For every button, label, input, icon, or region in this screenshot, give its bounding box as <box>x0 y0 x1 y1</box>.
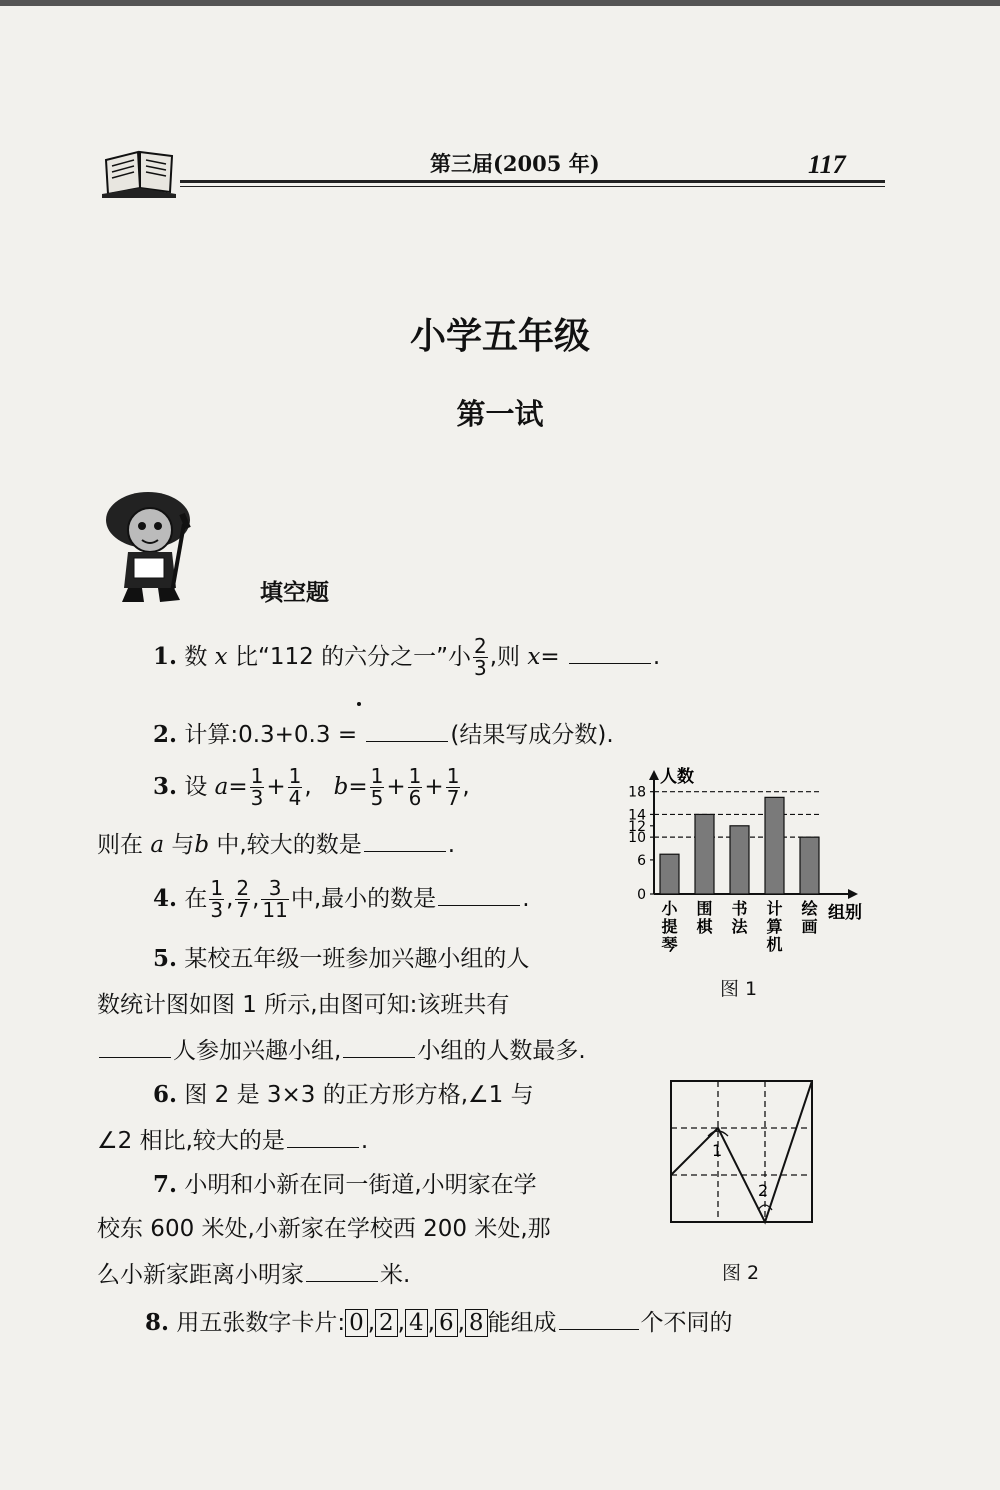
question-7-line-3: 么小新家距离小明家 米. <box>97 1256 410 1289</box>
question-4: 4. 在 $\frac{1}{3}$ , $\frac{2}{7}$ , $\frac{3}{11}$ 中,最小的数是 . <box>153 876 530 922</box>
question-5-line-2: 数统计图如图 1 所示,由图可知:该班共有 <box>97 992 510 1018</box>
open-book-icon <box>100 138 180 198</box>
question-6-line-2: ∠2 相比,较大的是 . <box>97 1122 368 1155</box>
digit-card: 8 <box>465 1309 488 1337</box>
figure-1-bar-chart <box>620 766 880 966</box>
answer-blank[interactable] <box>364 828 446 852</box>
cartoon-painter-illustration <box>98 484 208 604</box>
question-5-line-3: 人参加兴趣小组, 小组的人数最多. <box>97 1032 586 1065</box>
answer-blank[interactable] <box>343 1034 415 1058</box>
digit-card: 2 <box>375 1309 398 1337</box>
answer-blank[interactable] <box>569 640 651 664</box>
question-5: 5. 某校五年级一班参加兴趣小组的人 <box>153 945 530 972</box>
top-border <box>0 0 1000 6</box>
zigzag-lines <box>671 1081 812 1222</box>
question-8: 8. 用五张数字卡片: 0 , 2 , 4 , 6 , 8 能组成 个不同的 <box>145 1304 733 1337</box>
header-rule-thin <box>180 186 885 187</box>
question-3: 3. 设 a= $\frac{1}{3}$ + $\frac{1}{4}$ , b= $\frac{1}{5}$ + $\frac{1}{6}$ + $\frac{1}{7}$ , <box>153 764 470 810</box>
angle-2-label: 2 <box>758 1181 769 1200</box>
x-category-label: 琴 <box>661 935 678 954</box>
question-2: 2. 计算:0.3+0.3 = (结果写成分数). <box>153 716 614 749</box>
section-label: 填空题 <box>260 580 329 606</box>
bar <box>695 814 714 894</box>
x-category-label: 计 <box>766 899 783 918</box>
x-axis-arrow <box>848 889 858 899</box>
y-tick-label: 12 <box>628 818 646 835</box>
x-category-label: 围 <box>696 899 713 918</box>
x-category-label: 棋 <box>696 917 713 936</box>
bar <box>765 797 784 894</box>
answer-blank[interactable] <box>559 1306 639 1330</box>
answer-blank[interactable] <box>366 718 448 742</box>
y-tick-label: 10 <box>628 830 646 847</box>
angle-1-label: 1 <box>712 1141 723 1160</box>
figure-1-caption: 图 1 <box>720 978 758 1000</box>
header-edition: 第三届(2005 年) <box>430 151 600 176</box>
grid-border <box>671 1081 812 1222</box>
x-axis-label: 组别 <box>828 903 862 923</box>
page-number: 117 <box>808 150 846 179</box>
digit-card: 6 <box>435 1309 458 1337</box>
answer-blank[interactable] <box>438 882 520 906</box>
grid-dashed-lines <box>671 1081 812 1222</box>
repeating-decimal-dot <box>357 702 361 706</box>
answer-blank[interactable] <box>287 1124 359 1148</box>
question-7-line-2: 校东 600 米处,小新家在学校西 200 米处,那 <box>97 1216 551 1242</box>
question-3-line-2: 则在 a 与b 中,较大的数是 . <box>97 826 455 859</box>
y-tick-label: 14 <box>628 807 646 824</box>
question-1: 1. 数 x 比“112 的六分之一”小 $\frac{2}{3}$ ,则 x= . <box>153 634 661 680</box>
page-title: 小学五年级 <box>409 315 590 357</box>
figure-2-caption: 图 2 <box>722 1262 760 1284</box>
y-tick-label: 18 <box>628 784 646 801</box>
y-tick-label: 0 <box>637 887 646 903</box>
x-category-label: 算 <box>766 917 783 936</box>
question-7: 7. 小明和小新在同一街道,小明家在学 <box>153 1171 537 1198</box>
digit-card: 0 <box>345 1309 368 1337</box>
bar <box>730 826 749 894</box>
question-6: 6. 图 2 是 3×3 的正方形方格,∠1 与 <box>153 1081 534 1108</box>
figure-2-grid <box>668 1078 818 1228</box>
bar <box>660 854 679 894</box>
header-rule <box>180 180 885 183</box>
page-subtitle: 第一试 <box>456 397 544 431</box>
x-category-label: 小 <box>661 899 678 918</box>
y-tick-label: 6 <box>637 852 646 869</box>
x-category-label: 绘 <box>801 899 818 918</box>
x-category-label: 法 <box>731 917 748 936</box>
answer-blank[interactable] <box>99 1034 171 1058</box>
x-category-label: 机 <box>766 935 783 954</box>
y-axis-label: 人数 <box>660 767 694 787</box>
x-category-label: 画 <box>801 917 818 936</box>
x-category-label: 提 <box>661 917 678 936</box>
y-axis-arrow <box>649 770 659 780</box>
x-category-label: 书 <box>731 899 748 918</box>
bar <box>800 837 819 894</box>
digit-card: 4 <box>405 1309 428 1337</box>
answer-blank[interactable] <box>306 1258 378 1282</box>
